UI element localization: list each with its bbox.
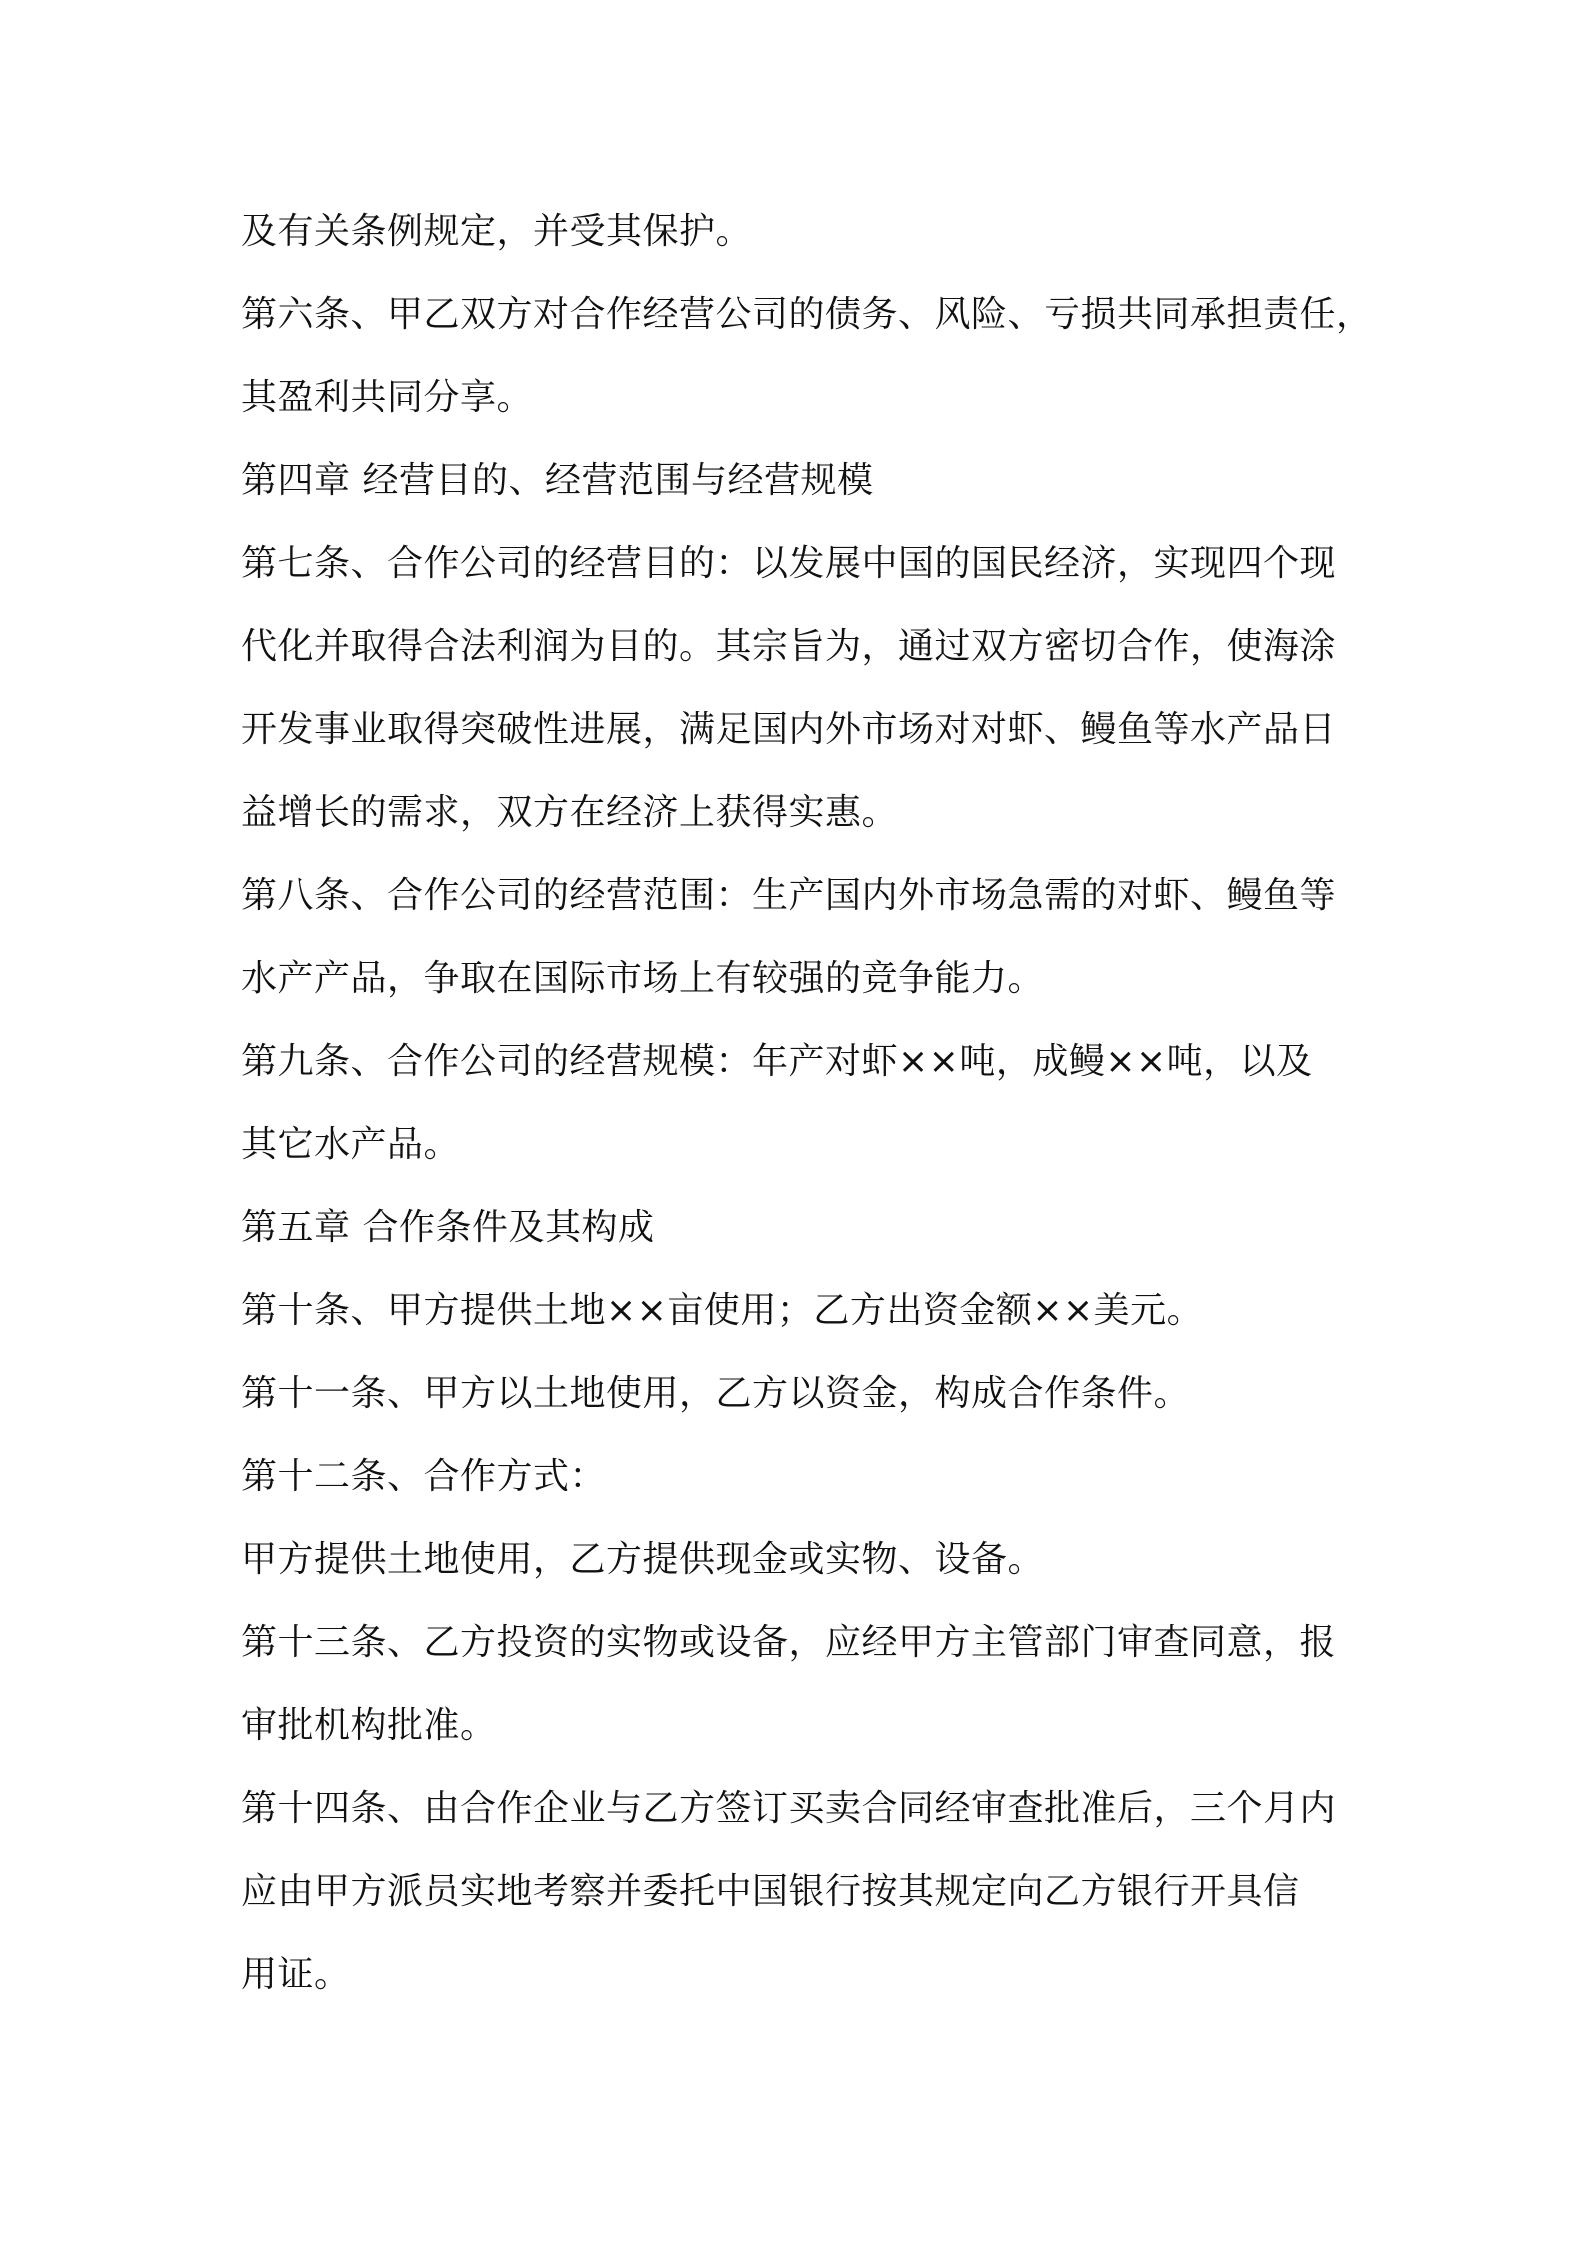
text-line: 第九条、合作公司的经营规模：年产对虾××吨，成鳗××吨，以及 [241,1041,1313,1082]
text-line: 第十四条、由合作企业与乙方签订买卖合同经审查批准后，三个月内 [241,1788,1337,1829]
text-line: 甲方提供土地使用，乙方提供现金或实物、设备。 [241,1539,1045,1580]
text-line: 第十一条、甲方以土地使用，乙方以资金，构成合作条件。 [241,1373,1191,1414]
text-line: 代化并取得合法利润为目的。其宗旨为，通过双方密切合作，使海涂 [241,626,1337,667]
text-line: 其它水产品。 [241,1124,461,1165]
chapter-heading: 第四章 经营目的、经营范围与经营规模 [241,460,874,501]
text-line: 水产产品，争取在国际市场上有较强的竞争能力。 [241,958,1045,999]
text-line: 其盈利共同分享。 [241,377,534,418]
text-line: 益增长的需求，双方在经济上获得实惠。 [241,792,899,833]
text-line: 第十条、甲方提供土地××亩使用；乙方出资金额××美元。 [241,1290,1204,1331]
text-line: 及有关条例规定，并受其保护。 [241,211,753,252]
text-line: 审批机构批准。 [241,1705,497,1746]
text-line: 第八条、合作公司的经营范围：生产国内外市场急需的对虾、鳗鱼等 [241,875,1337,916]
text-line: 用证。 [241,1954,351,1995]
text-line: 开发事业取得突破性进展，满足国内外市场对对虾、鳗鱼等水产品日 [241,709,1337,750]
text-line: 第十二条、合作方式： [241,1456,607,1497]
document-body [241,190,1373,2016]
chapter-heading: 第五章 合作条件及其构成 [241,1207,655,1248]
text-line: 第七条、合作公司的经营目的：以发展中国的国民经济，实现四个现 [241,543,1337,584]
text-line: 第十三条、乙方投资的实物或设备，应经甲方主管部门审查同意，报 [241,1622,1337,1663]
text-line: 第六条、甲乙双方对合作经营公司的债务、风险、亏损共同承担责任， [241,294,1373,335]
text-line: 应由甲方派员实地考察并委托中国银行按其规定向乙方银行开具信 [241,1871,1300,1912]
